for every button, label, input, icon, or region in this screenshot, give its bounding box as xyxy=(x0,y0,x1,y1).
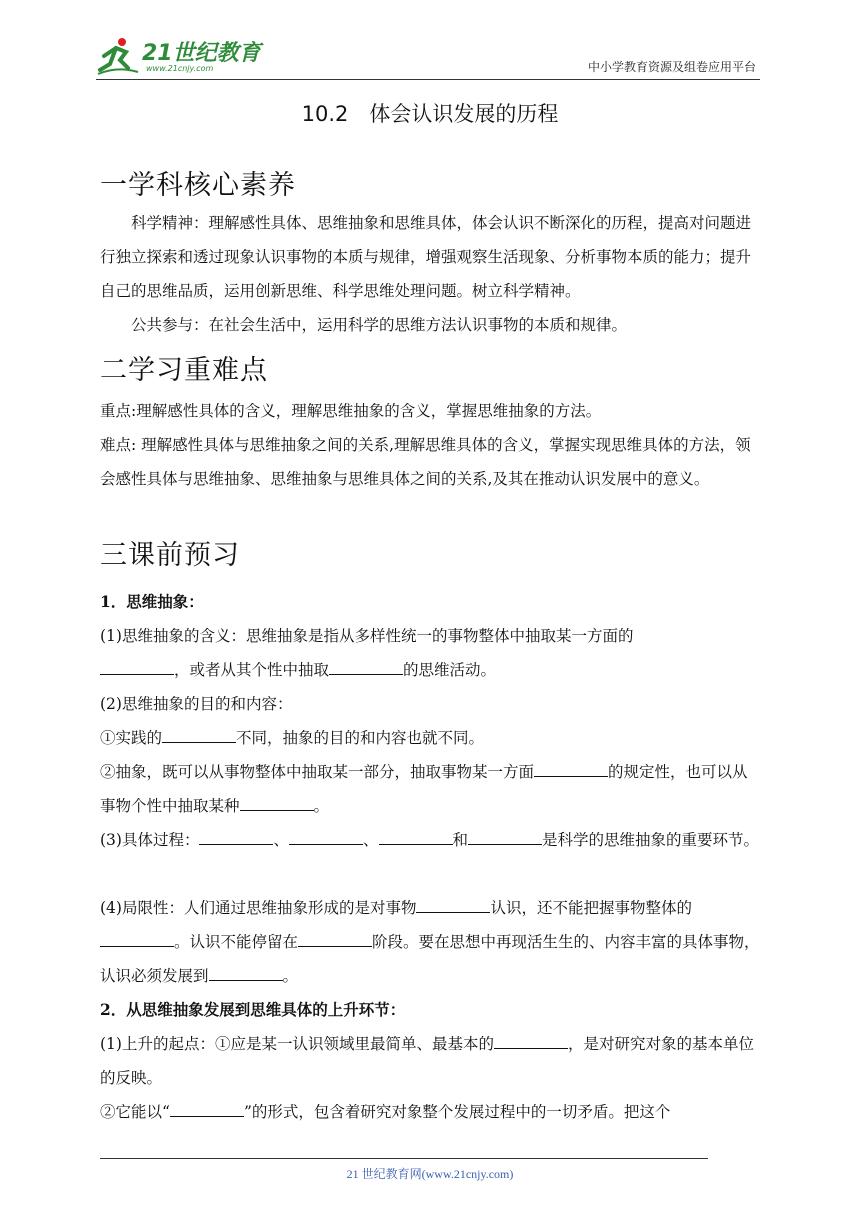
q2-1-post: ，是对研究对象的基本单位的反映。 xyxy=(100,1035,754,1087)
blank-field[interactable] xyxy=(162,724,236,743)
q1-1-text-b: ，或者从其个性中抽取 xyxy=(174,661,330,679)
question-1-2a xyxy=(100,721,762,755)
q1-3-post: 是科学的思维抽象的重要环节。 xyxy=(542,831,760,849)
q1-2b-mid: 的规定性，也可以从事物个性中抽取某种 xyxy=(100,763,748,815)
page-title: 10.2 体会认识发展的历程 xyxy=(301,102,559,126)
q2-1-pre: (1)上升的起点：①应是某一认识领域里最简单、最基本的 xyxy=(100,1035,494,1053)
logo-text: 21世纪教育 xyxy=(142,41,261,66)
blank-field[interactable] xyxy=(240,792,314,811)
blank-field[interactable] xyxy=(534,758,608,777)
separator: 和 xyxy=(452,831,469,849)
blank-field[interactable] xyxy=(289,826,363,845)
blank-field[interactable] xyxy=(199,826,273,845)
blank-field[interactable] xyxy=(170,1098,244,1117)
question-2-title: 2．从思维抽象发展到思维具体的上升环节： xyxy=(100,1000,406,1019)
q1-2b-pre: ②抽象，既可以从事物整体中抽取某一部分，抽取事物某一方面 xyxy=(100,763,535,781)
paragraph-scientific-spirit: 科学精神：理解感性具体、思维抽象和思维具体，体会认识不断深化的历程，提高对问题进行独立探索和透过现象认识事物的本质与规律，增强观察生活现象、分析事物本质的能力；提升自己的思维品质，运用创新思维、科学思维处理问题。树立科学精神。 xyxy=(100,214,752,300)
q1-1-text-c: 的思维活动。 xyxy=(403,661,497,679)
question-1-3 xyxy=(100,823,762,857)
footer-link[interactable]: 21 世纪教育网(www.21cnjy.com) xyxy=(346,1167,514,1181)
site-logo[interactable] xyxy=(96,34,266,78)
blank-field[interactable] xyxy=(329,656,403,675)
q1-4-a: 认识，还不能把握事物整体的 xyxy=(490,899,692,917)
runner-logo-icon xyxy=(96,36,140,76)
question-1-2: (2)思维抽象的目的和内容： xyxy=(100,695,293,713)
blank-field[interactable] xyxy=(468,826,542,845)
q1-4-pre: (4)局限性：人们通过思维抽象形成的是对事物 xyxy=(100,899,417,917)
question-1-title: 1．思维抽象： xyxy=(100,592,204,611)
q2-2-post: ”的形式，包含着研究对象整个发展过程中的一切矛盾。把这个 xyxy=(243,1103,671,1121)
logo-url: www.21cnjy.com xyxy=(146,64,214,73)
q1-3-pre: (3)具体过程： xyxy=(100,831,200,849)
separator: 、 xyxy=(273,831,289,849)
q1-2a-pre: ①实践的 xyxy=(100,729,163,747)
q1-4-b: 。认识不能停留在 xyxy=(174,933,299,951)
q1-2b-post: 。 xyxy=(313,797,330,815)
paragraph-difficulty: 难点: 理解感性具体与思维抽象之间的关系,理解思维具体的含义，掌握实现思维具体的方法，领会感性具体与思维抽象、思维抽象与思维具体之间的关系,及其在推动认识发展中的意义。 xyxy=(100,436,751,488)
q2-2-pre: ②它能以“ xyxy=(100,1103,170,1121)
page-header xyxy=(96,30,760,80)
blank-field[interactable] xyxy=(379,826,453,845)
paragraph-public-participation: 公共参与：在社会生活中，运用科学的思维方法认识事物的本质和规律。 xyxy=(131,316,628,334)
header-divider xyxy=(96,79,760,80)
q1-4-post: 。 xyxy=(282,967,299,985)
blank-field[interactable] xyxy=(100,928,174,947)
question-2-1 xyxy=(100,1027,762,1095)
section-heading-core-literacy: 一学科核心素养 xyxy=(100,170,296,201)
question-1-4 xyxy=(100,891,762,993)
question-2-2 xyxy=(100,1095,762,1129)
q1-2a-post: 不同，抽象的目的和内容也就不同。 xyxy=(236,729,485,747)
separator: 、 xyxy=(362,831,379,849)
blank-field[interactable] xyxy=(494,1030,568,1049)
blank-field[interactable] xyxy=(416,894,490,913)
question-1-1 xyxy=(100,619,762,687)
blank-field[interactable] xyxy=(209,962,283,981)
section-heading-preview: 三课前预习 xyxy=(100,540,240,571)
blank-field[interactable] xyxy=(100,656,174,675)
platform-name: 中小学教育资源及组卷应用平台 xyxy=(587,60,756,74)
question-1-2b xyxy=(100,755,762,823)
paragraph-key-point: 重点:理解感性具体的含义，理解思维抽象的含义，掌握思维抽象的方法。 xyxy=(100,402,602,420)
q1-1-text-a: (1)思维抽象的含义：思维抽象是指从多样性统一的事物整体中抽取某一方面的 xyxy=(100,627,634,645)
footer-divider xyxy=(100,1158,708,1159)
q1-4-c: 阶段。要在思想中再现活生生的、内容丰富的具体事物，认识必须发展到 xyxy=(100,933,760,985)
section-heading-key-points: 二学习重难点 xyxy=(100,355,268,386)
blank-field[interactable] xyxy=(298,928,372,947)
